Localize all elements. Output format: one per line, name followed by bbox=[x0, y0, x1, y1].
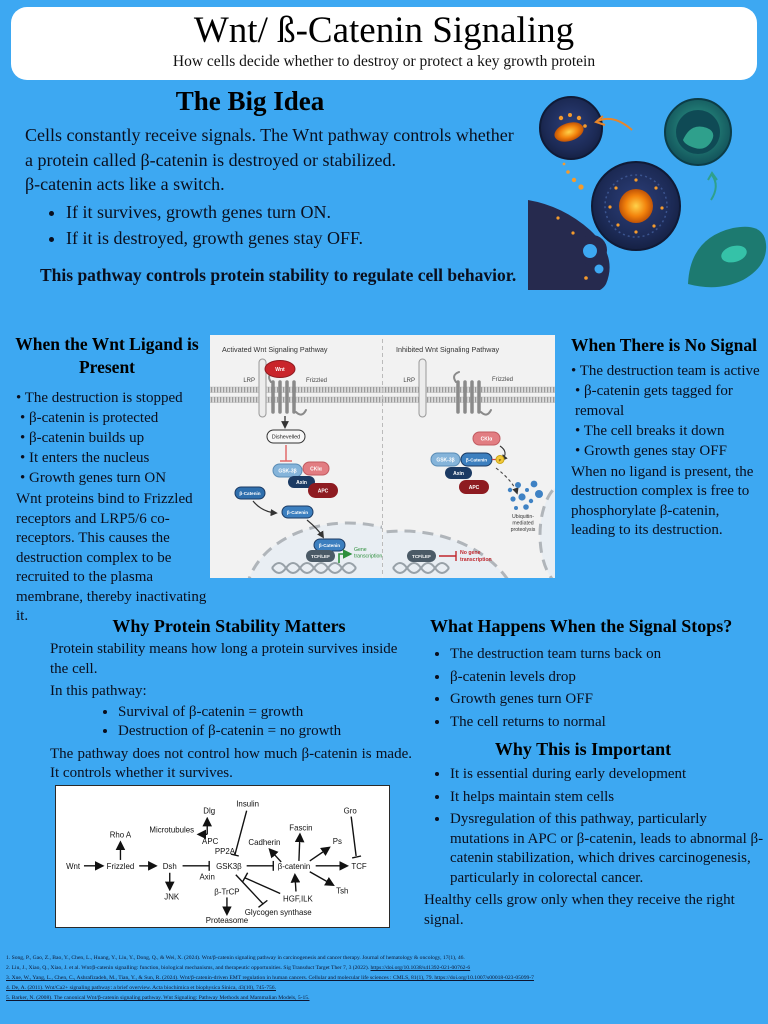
orange-dot-trail bbox=[563, 163, 584, 190]
ubiquitin-label: Ubiquitin- bbox=[512, 514, 534, 520]
upper-right-cell bbox=[665, 99, 731, 165]
list-item: • Destruction of β-catenin = no growth bbox=[118, 722, 428, 742]
reference-line bbox=[6, 993, 762, 1003]
svg-text:TCF/LEF: TCF/LEF bbox=[412, 554, 431, 559]
big-idea-conclusion: This pathway controls protein stability to regulate cell behavior. bbox=[40, 264, 517, 285]
svg-text:TCF/LEF: TCF/LEF bbox=[311, 554, 330, 559]
svg-text:APC: APC bbox=[468, 485, 480, 491]
node-jnk: JNK bbox=[164, 892, 180, 902]
beta-catenin-free bbox=[235, 487, 265, 499]
node-insulin: Insulin bbox=[236, 799, 260, 809]
node-dlg: Dlg bbox=[203, 806, 216, 816]
stability-section bbox=[30, 616, 428, 784]
stability-heading: Why Protein Stability Matters bbox=[112, 616, 346, 636]
stability-paragraph: In this pathway: bbox=[50, 683, 147, 699]
svg-text:β-Catenin: β-Catenin bbox=[318, 543, 341, 548]
importance-paragraph: Healthy cells grow only when they receive the right signal. bbox=[424, 892, 735, 928]
node-gro: Gro bbox=[343, 806, 357, 816]
node-tcf: TCF bbox=[351, 861, 367, 871]
frizzled-label-left: Frizzled bbox=[306, 378, 328, 384]
tcf-lef-right bbox=[407, 550, 436, 562]
node-gsk3b: GSK3β bbox=[216, 861, 242, 871]
network-nodes bbox=[66, 800, 367, 925]
big-idea-switch-line: β-catenin acts like a switch. bbox=[25, 174, 225, 194]
svg-text:mediated: mediated bbox=[512, 520, 534, 527]
svg-text:LRP: LRP bbox=[403, 378, 415, 384]
node-frizzled: Frizzled bbox=[106, 861, 135, 871]
wnt-ligand bbox=[265, 361, 295, 378]
node-glycogen-synthase: Glycogen synthase bbox=[244, 908, 312, 918]
node-proteasome: Proteasome bbox=[205, 916, 249, 926]
list-item: • The destruction team turns back on bbox=[450, 645, 768, 664]
svg-text:P: P bbox=[498, 457, 502, 463]
node-cadherin: Cadherin bbox=[248, 838, 281, 848]
reference-link[interactable]: 5. Barker, N. (2008). The canonical Wnt/β-catenin signaling pathway. Wnt Signaling: Pathway Methods and Mammalian Models, 5-15. bbox=[6, 995, 310, 1001]
bullet-line: • Growth genes turn ON bbox=[20, 470, 167, 486]
big-idea-heading: The Big Idea bbox=[175, 86, 325, 116]
beta-catenin-nuclear bbox=[314, 539, 345, 551]
svg-text:transcription: transcription bbox=[354, 553, 383, 560]
teal-arrow-icon bbox=[708, 173, 717, 200]
inhibited-panel-title: Inhibited Wnt Signaling Pathway bbox=[396, 345, 500, 354]
bullet-line: • β-catenin gets tagged for removal bbox=[575, 382, 733, 419]
node-fascin: Fascin bbox=[289, 823, 313, 833]
svg-text:β-Catenin: β-Catenin bbox=[239, 491, 261, 496]
node-pp2a: PP2A bbox=[214, 847, 236, 857]
big-cell bbox=[592, 162, 680, 250]
page-title: Wnt/ ß-Catenin Signaling bbox=[193, 10, 575, 51]
svg-text:β-Catenin: β-Catenin bbox=[286, 510, 309, 515]
ligand-present-section bbox=[6, 333, 208, 627]
svg-text:β-Catenin: β-Catenin bbox=[465, 457, 488, 463]
bullet-line: • The destruction team is active bbox=[571, 362, 760, 379]
cell-illustration bbox=[528, 88, 768, 290]
page-subtitle: How cells decide whether to destroy or protect a key growth protein bbox=[172, 53, 596, 70]
svg-text:LRP: LRP bbox=[243, 378, 255, 384]
bullet-line: • The destruction is stopped bbox=[16, 390, 183, 406]
list-item: • Dysregulation of this pathway, particularly mutations in APC or β-catenin, leads to abnormal β-catenin stabilization, which drives carcinogenesis, particularly in colorectal cancer. bbox=[450, 810, 768, 888]
bullet-line: • β-catenin is protected bbox=[20, 410, 159, 426]
wnt-pathway-diagram bbox=[210, 335, 555, 578]
list-item: • It helps maintain stem cells bbox=[450, 788, 768, 808]
svg-text:transcription: transcription bbox=[460, 557, 492, 563]
node-axin: Axin bbox=[199, 872, 215, 882]
bullet-line: • It enters the nucleus bbox=[20, 450, 150, 466]
stability-bullets bbox=[118, 703, 428, 742]
svg-text:Axin: Axin bbox=[453, 471, 464, 477]
big-idea-bullets bbox=[66, 200, 528, 250]
svg-text:GSK-3β: GSK-3β bbox=[278, 468, 297, 475]
node-microtubules: Microtubules bbox=[149, 825, 195, 835]
no-signal-heading: When There is No Signal bbox=[570, 335, 758, 355]
node-rhoa: Rho A bbox=[109, 830, 132, 840]
svg-text:Dishevelled: Dishevelled bbox=[271, 434, 301, 441]
list-item: • β-catenin levels drop bbox=[450, 668, 768, 687]
dishevelled-node bbox=[267, 430, 305, 443]
svg-text:APC: APC bbox=[317, 488, 329, 495]
upper-left-cell bbox=[540, 97, 602, 159]
ckia-kinase bbox=[473, 432, 500, 445]
list-item: • Growth genes turn OFF bbox=[450, 690, 768, 709]
big-idea-paragraph: Cells constantly receive signals. The Wnt pathway controls whether a protein called β-catenin is destroyed or stabilized. bbox=[25, 125, 514, 170]
big-idea-section bbox=[0, 86, 528, 286]
reference-link[interactable]: 4. De, A. (2011). Wnt/Ca2+ signaling pathway: a brief overview. Acta biochimica et biophysica Sinica, 43(10), 745-756. bbox=[6, 985, 276, 991]
svg-text:proteolysis: proteolysis bbox=[510, 527, 536, 533]
signal-stops-heading: What Happens When the Signal Stops? bbox=[430, 616, 733, 636]
node-bcatenin: β-catenin bbox=[277, 861, 311, 871]
node-hgfilk: HGF,ILK bbox=[283, 894, 313, 904]
list-item: • If it is destroyed, growth genes stay OFF. bbox=[66, 226, 528, 250]
node-btrcp: β-TrCP bbox=[214, 887, 240, 897]
stability-paragraph: Protein stability means how long a protein survives inside the cell. bbox=[50, 641, 398, 677]
reference-line bbox=[6, 973, 762, 983]
tcf-lef-left bbox=[306, 550, 335, 562]
bullet-line: • Growth genes stay OFF bbox=[575, 442, 727, 459]
beta-catenin-accumulated bbox=[282, 506, 313, 518]
node-dsh: Dsh bbox=[162, 861, 177, 871]
reference-line: 2. Liu, J., Xiao, Q., Xiao, J. et al. Wnt/β-catenin signalling: function, biological mechanisms, and therapeutic opportunities. Sig Transduct Target Ther 7, 3 (2022). https://doi.org/10.1038/s41392-021-00762-6 bbox=[6, 965, 471, 971]
list-item: • If it survives, growth genes turn ON. bbox=[66, 200, 528, 224]
list-item: • It is essential during early development bbox=[450, 765, 768, 785]
references bbox=[6, 953, 762, 1003]
ligand-present-paragraph: Wnt proteins bind to Frizzled receptors and LRP5/6 co-receptors. This causes the destruction complex to be recruited to the plasma membrane, thereby inactivating it. bbox=[16, 491, 207, 624]
svg-text:Axin: Axin bbox=[296, 480, 307, 486]
importance-section bbox=[424, 739, 768, 930]
bullet-line: • β-catenin builds up bbox=[20, 430, 145, 446]
ligand-present-heading: When the Wnt Ligand is Present bbox=[15, 334, 199, 377]
activated-panel-title: Activated Wnt Signaling Pathway bbox=[222, 345, 328, 354]
node-ps: Ps bbox=[332, 837, 342, 847]
no-signal-section bbox=[563, 336, 765, 541]
stability-paragraph: The pathway does not control how much β-catenin is made. It controls whether it survives. bbox=[50, 745, 412, 781]
importance-bullets bbox=[436, 765, 768, 888]
header-card bbox=[11, 7, 757, 80]
bullet-line: • The cell breaks it down bbox=[575, 422, 725, 439]
reference-link[interactable]: https://doi.org/10.1038/s41392-021-00762-6 bbox=[370, 965, 471, 971]
signal-stops-section bbox=[424, 616, 768, 735]
wnt-network-figure bbox=[55, 785, 390, 928]
svg-text:GSK-3β: GSK-3β bbox=[436, 457, 455, 464]
node-wnt: Wnt bbox=[66, 861, 81, 871]
list-item: • The cell returns to normal bbox=[450, 713, 768, 732]
svg-text:Wnt: Wnt bbox=[275, 367, 285, 373]
frizzled-label-right: Frizzled bbox=[492, 377, 514, 383]
importance-heading: Why This is Important bbox=[494, 739, 672, 759]
svg-text:CKIα: CKIα bbox=[310, 466, 322, 473]
no-gene-transcription-label: No gene bbox=[460, 550, 481, 556]
list-item: • Survival of β-catenin = growth bbox=[118, 703, 428, 723]
svg-text:CKIα: CKIα bbox=[480, 436, 493, 443]
reference-link[interactable]: 3. Xue, W., Yang, L., Chen, C., Ashrafizadeh, M., Tian, Y., & Sun, R. (2024). Wnt/β-catenin-driven EMT regulation in human cancers. Cellular and molecular life sciences : CMLS, 81(1), 79. https://doi.org/10.1007/s00018-023-05099-7 bbox=[6, 975, 534, 981]
lower-right-cell bbox=[688, 227, 766, 287]
node-apc: APC bbox=[202, 837, 219, 847]
node-tsh: Tsh bbox=[336, 886, 349, 896]
signal-stops-bullets bbox=[436, 645, 768, 732]
gene-transcription-label: Gene bbox=[354, 547, 367, 553]
no-signal-paragraph: When no ligand is present, the destruction complex is free to phosphorylate β-catenin, leading to its destruction. bbox=[571, 463, 754, 538]
reference-line: 1. Song, P., Gao, Z., Bao, Y., Chen, L., Huang, Y., Liu, Y., Dong, Q., & Wei, X. (2024). Wnt/β-catenin signaling pathway in carcinogenesis and cancer therapy. Journal of hematology & oncology, 17(1), 46. bbox=[6, 955, 465, 961]
reference-line bbox=[6, 983, 762, 993]
